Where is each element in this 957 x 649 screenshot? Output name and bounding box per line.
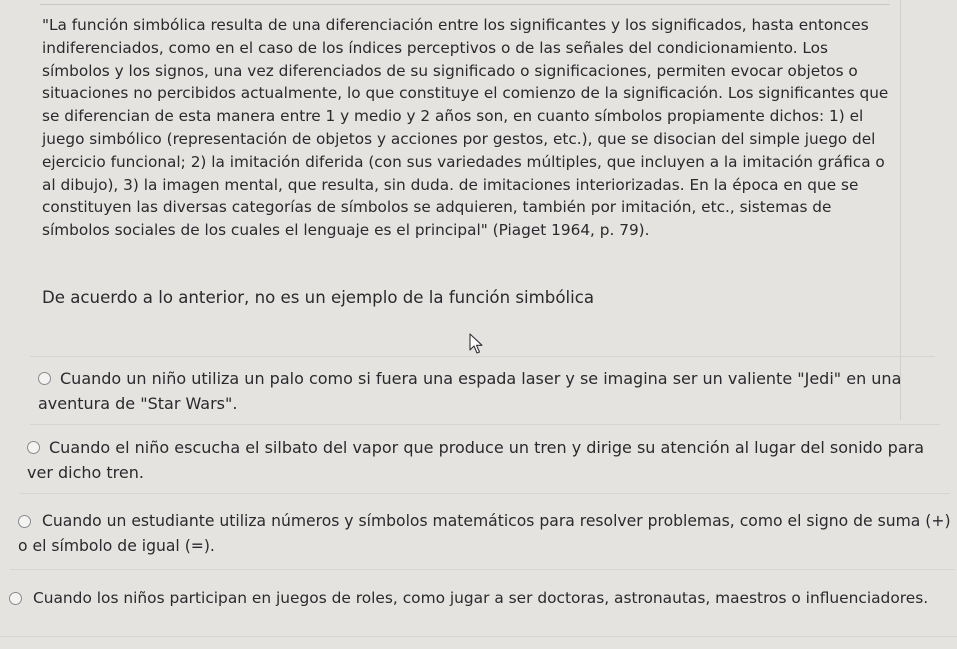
question-prompt: De acuerdo a lo anterior, no es un ejemplo de la función simbólica [42, 288, 594, 307]
radio-button-3[interactable] [18, 515, 31, 528]
answer-option-1[interactable] [38, 366, 928, 416]
mouse-cursor-icon [468, 333, 486, 355]
option-divider-3 [10, 569, 955, 570]
answer-option-4[interactable] [9, 586, 954, 611]
option-3-text: Cuando un estudiante utiliza números y símbolos matemáticos para resolver problemas, como el signo de suma (+) o el símbolo de igual (=). [18, 512, 951, 555]
options-bottom-divider [0, 636, 957, 637]
piaget-quote: "La función simbólica resulta de una diferenciación entre los significantes y los significados, hasta entonces indiferenciados, como en el caso de los índices perceptivos o de las señales del condicionamiento. Los símbolos y los signos, una vez diferenciados de su significado o significaciones, permiten evocar objetos o situaciones no percibidos actualmente, lo que constituye el comienzo de la significación. Los significantes que se diferencian de esta manera entre 1 y medio y 2 años son, en cuanto símbolos propiamente dichos: 1) el juego simbólico (representación de objetos y acciones por gestos, etc.), que se disocian del simple juego del ejercicio funcional; 2) la imitación diferida (con sus variedades múltiples, que incluyen a la imitación gráfica o al dibujo), 3) la imagen mental, que resulta, sin duda. de imitaciones interiorizadas. En la época en que se constituyen las diversas categorías de símbolos se adquieren, también por imitación, etc., sistemas de símbolos sociales de los cuales el lenguaje es el principal" (Piaget 1964, p. 79). [42, 16, 889, 240]
radio-button-4[interactable] [9, 592, 22, 605]
answer-option-2[interactable] [27, 435, 927, 485]
option-divider-2 [20, 493, 950, 494]
radio-button-2[interactable] [27, 441, 40, 454]
radio-button-1[interactable] [38, 372, 51, 385]
option-divider-1 [30, 424, 940, 425]
top-divider [40, 4, 890, 5]
option-1-text: Cuando un niño utiliza un palo como si fuera una espada laser y se imagina ser un valiente "Jedi" en una aventura de "Star Wars". [38, 369, 902, 413]
option-4-text: Cuando los niños participan en juegos de roles, como jugar a ser doctoras, astronautas, maestros o influenciadores. [33, 589, 929, 607]
options-top-divider [30, 356, 935, 357]
answer-option-3[interactable] [18, 509, 953, 559]
option-2-text: Cuando el niño escucha el silbato del vapor que produce un tren y dirige su atención al lugar del sonido para ver dicho tren. [27, 438, 925, 482]
panel-edge [900, 0, 901, 420]
